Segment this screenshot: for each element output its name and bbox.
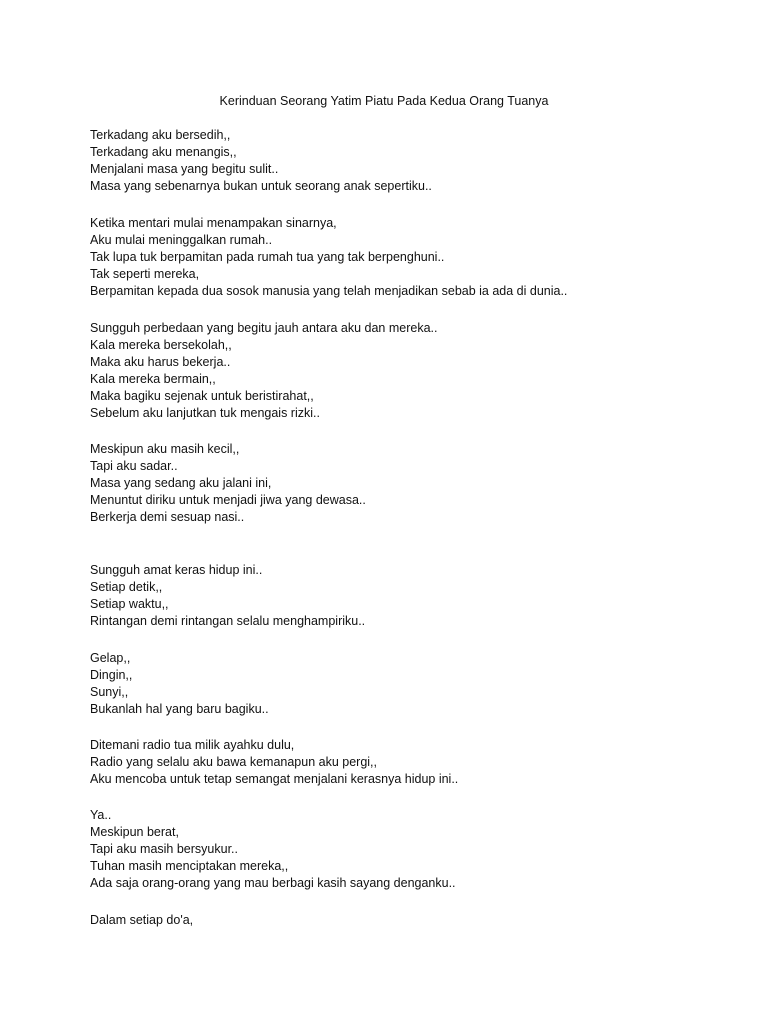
poem-line: Sungguh amat keras hidup ini.. <box>90 563 263 577</box>
poem-line: Ya.. <box>90 808 112 822</box>
poem-line: Meskipun aku masih kecil,, <box>90 442 240 456</box>
poem-line: Setiap waktu,, <box>90 597 169 611</box>
poem-line: Aku mulai meninggalkan rumah.. <box>90 233 273 247</box>
poem-line: Ada saja orang-orang yang mau berbagi kasih sayang denganku.. <box>90 876 456 890</box>
poem-line: Kala mereka bermain,, <box>90 372 216 386</box>
poem-line: Terkadang aku bersedih,, <box>90 128 231 142</box>
poem-line: Maka bagiku sejenak untuk beristirahat,, <box>90 389 314 403</box>
poem-line: Masa yang sebenarnya bukan untuk seorang anak sepertiku.. <box>90 179 432 193</box>
poem-line: Tuhan masih menciptakan mereka,, <box>90 859 289 873</box>
poem-line: Kala mereka bersekolah,, <box>90 338 232 352</box>
poem-line: Tapi aku masih bersyukur.. <box>90 842 238 856</box>
poem-line: Terkadang aku menangis,, <box>90 145 237 159</box>
poem-line: Ketika mentari mulai menampakan sinarnya, <box>90 216 337 230</box>
poem-line: Radio yang selalu aku bawa kemanapun aku pergi,, <box>90 755 377 769</box>
poem-line: Meskipun berat, <box>90 825 179 839</box>
poem-line: Berpamitan kepada dua sosok manusia yang telah menjadikan sebab ia ada di dunia.. <box>90 284 568 298</box>
poem-line: Aku mencoba untuk tetap semangat menjalani kerasnya hidup ini.. <box>90 772 459 786</box>
poem-line: Gelap,, <box>90 651 131 665</box>
poem-line: Sebelum aku lanjutkan tuk mengais rizki.. <box>90 406 320 420</box>
poem-line: Tapi aku sadar.. <box>90 459 178 473</box>
poem-line: Setiap detik,, <box>90 580 163 594</box>
poem-line: Rintangan demi rintangan selalu menghampiriku.. <box>90 614 366 628</box>
poem-line: Menuntut diriku untuk menjadi jiwa yang dewasa.. <box>90 493 366 507</box>
poem-line: Maka aku harus bekerja.. <box>90 355 231 369</box>
poem-line: Sunyi,, <box>90 685 129 699</box>
poem-line: Masa yang sedang aku jalani ini, <box>90 476 272 490</box>
poem-line: Tak seperti mereka, <box>90 267 200 281</box>
poem-line: Dingin,, <box>90 668 133 682</box>
poem-line: Ditemani radio tua milik ayahku dulu, <box>90 738 295 752</box>
poem-line: Berkerja demi sesuap nasi.. <box>90 510 245 524</box>
poem-line: Dalam setiap do'a, <box>90 913 194 927</box>
poem-line: Menjalani masa yang begitu sulit.. <box>90 162 279 176</box>
poem-line: Bukanlah hal yang baru bagiku.. <box>90 702 269 716</box>
poem-line: Sungguh perbedaan yang begitu jauh antara aku dan mereka.. <box>90 321 438 335</box>
poem-line: Tak lupa tuk berpamitan pada rumah tua yang tak berpenghuni.. <box>90 250 445 264</box>
document-title: Kerinduan Seorang Yatim Piatu Pada Kedua Orang Tuanya <box>219 94 549 108</box>
